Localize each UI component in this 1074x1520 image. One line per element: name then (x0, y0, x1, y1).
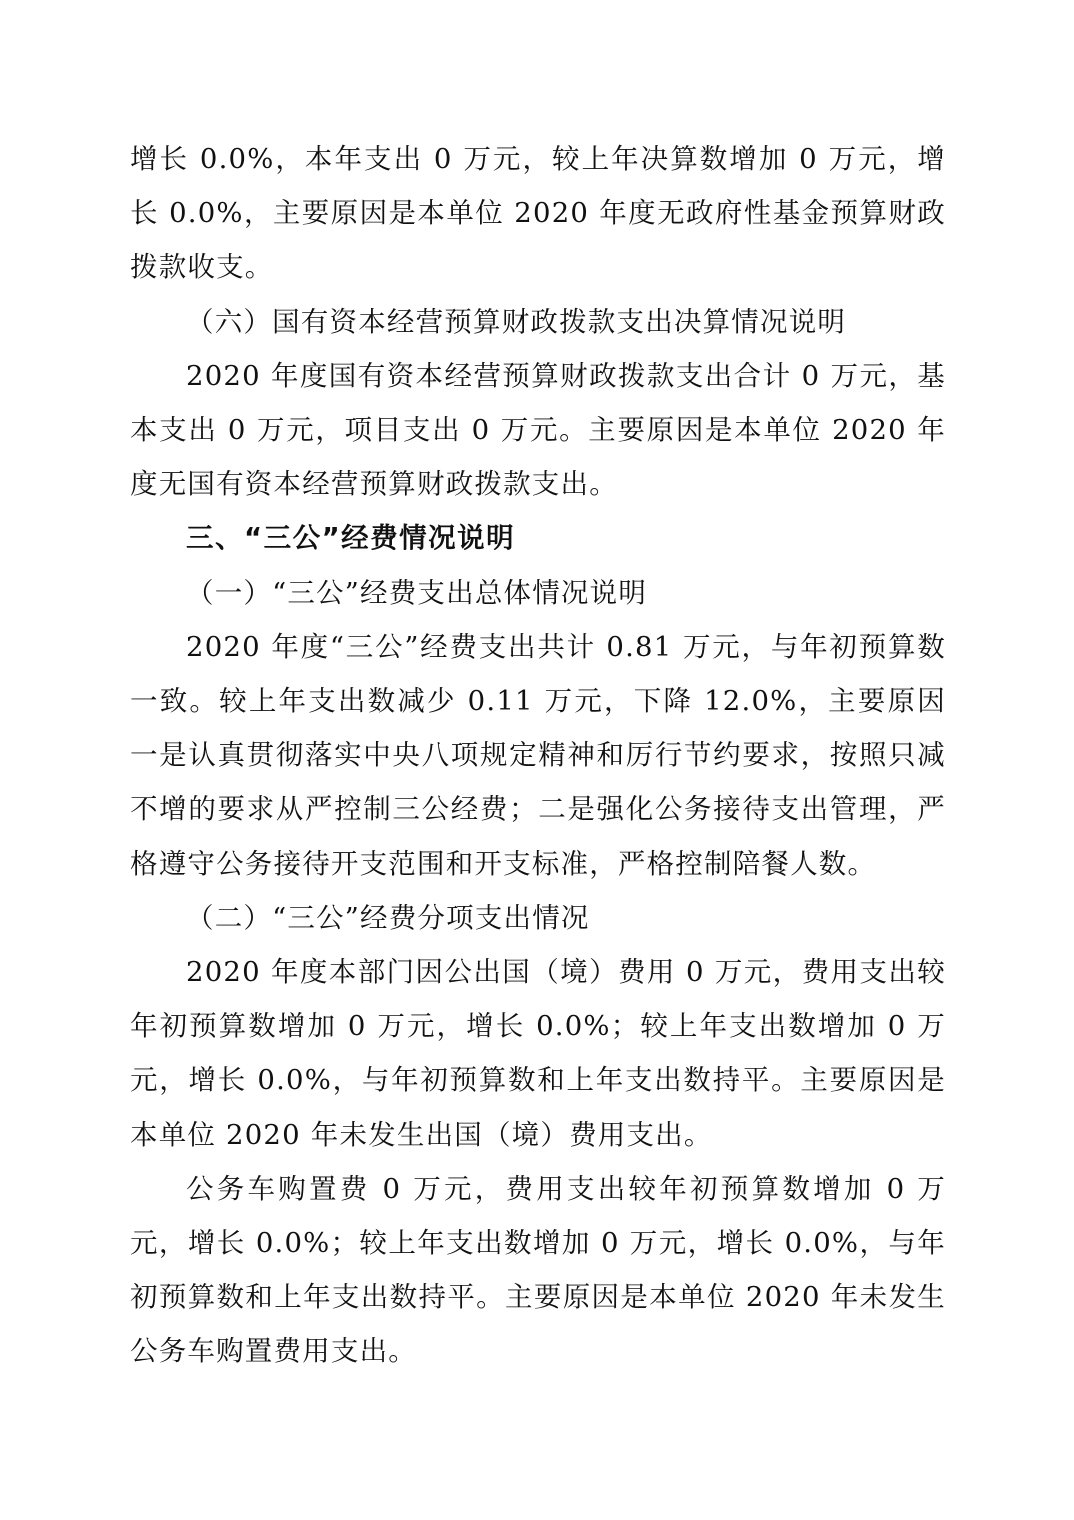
section-heading-three-public-expenses: 三、“三公”经费情况说明 (186, 522, 516, 555)
subheading-overall-expenses: （一）“三公”经费支出总体情况说明 (186, 576, 648, 609)
paragraph-continuation: 增长 0.0%，本年支出 0 万元，较上年决算数增加 0 万元，增长 0.0%，主要原因是本单位 2020 年度无政府性基金预算财政拨款收支。 (130, 143, 946, 284)
subheading-state-capital-budget: （六）国有资本经营预算财政拨款支出决算情况说明 (186, 305, 847, 338)
paragraph-overall-expenses: 2020 年度“三公”经费支出共计 0.81 万元，与年初预算数一致。较上年支出数减少 0.11 万元，下降 12.0%，主要原因一是认真贯彻落实中央八项规定精神和厉行节约要求，按照只减不增的要求从严控制三公经费；二是强化公务接待支出管理，严格遵守公务接待开支范围和开支标准，严格控制陪餐人数。 (130, 630, 946, 880)
subheading-itemized-expenses: （二）“三公”经费分项支出情况 (186, 901, 590, 934)
document-body (130, 132, 946, 1379)
paragraph-vehicle-purchase: 公务车购置费 0 万元，费用支出较年初预算数增加 0 万元，增长 0.0%；较上年支出数增加 0 万元，增长 0.0%，与年初预算数和上年支出数持平。主要原因是本单位 2020 年未发生公务车购置费用支出。 (130, 1172, 946, 1368)
paragraph-overseas-travel: 2020 年度本部门因公出国（境）费用 0 万元，费用支出较年初预算数增加 0 万元，增长 0.0%；较上年支出数增加 0 万元，增长 0.0%，与年初预算数和上年支出数持平。主要原因是本单位 2020 年未发生出国（境）费用支出。 (130, 956, 946, 1151)
paragraph-state-capital-budget: 2020 年度国有资本经营预算财政拨款支出合计 0 万元，基本支出 0 万元，项目支出 0 万元。主要原因是本单位 2020 年度无国有资本经营预算财政拨款支出。 (130, 359, 946, 501)
